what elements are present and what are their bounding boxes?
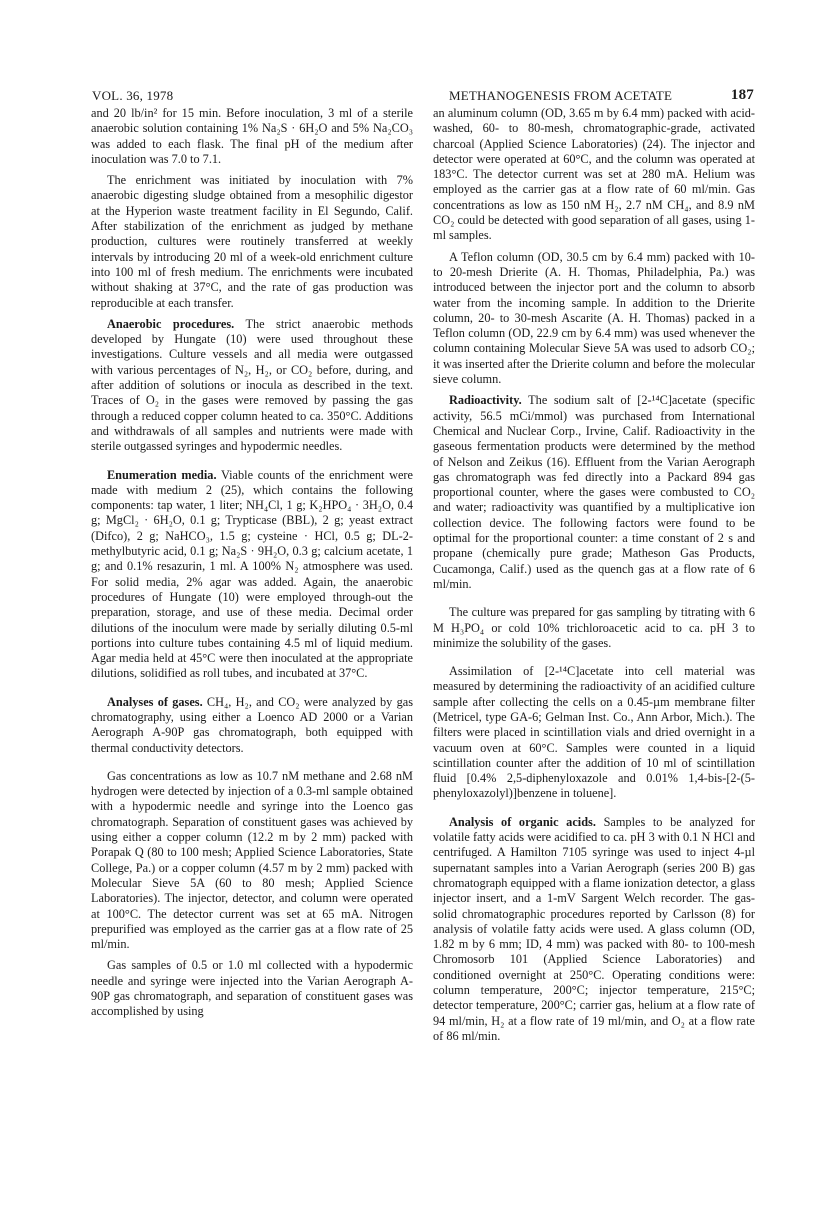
paragraph-enrichment: The enrichment was initiated by inoculation with 7% anaerobic digesting sludge obtained from a mesophilic digestor at the Hyperion waste treatment facility in El Segundo, Calif. After stabilization of the enrichment as judged by methane production, cultures were routinely transferred at weekly intervals by introducing 20 ml of a week-old enrichment culture into 100 ml of fresh medium. The enrichments were incubated without shaking at 37°C, and the rate of gas production was reproducible at each transfer. [91,173,413,310]
page-number: 187 [730,87,754,103]
paragraph-gas-sampling: The culture was prepared for gas sampling by titrating with 6 M H₃PO₄ or cold 10% trichloroacetic acid to ca. pH 3 to minimize the solubility of the gases. [433,605,755,650]
paragraph-varian: Gas samples of 0.5 or 1.0 ml collected with a hypodermic needle and syringe were injected into the Varian Aerograph A-90P gas chromatograph, and separation of constituent gases was accomplished by using [91,958,413,1019]
left-column [91,106,413,1020]
paragraph-body: The sodium salt of [2-¹⁴C]acetate (specific activity, 56.5 mCi/mmol) was purchased from International Chemical and Nuclear Corp., Irvine, Calif. Radioactivity in the gaseous fermentation products were determined by the method of Nelson and Zeikus (16). Effluent from the Varian Aerograph gas chromatograph was fed directly into a Packard 894 gas proportional counter, where the gases were combusted to CO₂ and water; radioactivity was quantified by a multiplicative ion collection device. The following factors were found to be optimal for the proportional counter: a time constant of 2 s and propane (chemically pure grade; Matheson Gas Products, Cucamonga, Calif.) used as the quench gas at a flow rate of 6 ml/min. [433,393,755,591]
paragraph-body: CH₄, H₂, and CO₂ were analyzed by gas chromatography, using either a Loenco AD 2000 or a Varian Aerograph A-90P gas chromatograph, both equipped with thermal conductivity detectors. [91,694,413,755]
paragraph-teflon-column: A Teflon column (OD, 30.5 cm by 6.4 mm) packed with 10- to 20-mesh Drierite (A. H. Thomas, Philadelphia, Pa.) was introduced between the injector port and the column to absorb water from the incoming sample. In addition to the Drierite column, 20- to 30-mesh Ascarite (A. H. Thomas) packed in a Teflon column (OD, 22.9 cm by 6.4 mm) was used whenever the column containing Molecular Sieve 5A was used to adsorb CO₂; it was inserted after the Drierite column and before the molecular sieve column. [433,249,755,387]
paragraph-radioactivity [433,393,755,592]
paragraph-analyses-of-gases [91,695,413,756]
right-column [433,106,755,1044]
section-heading-organic-acids: Analysis of organic acids. [448,814,596,829]
section-heading-radioactivity: Radioactivity. [448,393,522,408]
paragraph-body: Samples to be analyzed for volatile fatty acids were acidified to ca. pH 3 with 0.1 N HCl and centrifuged. A Hamilton 7105 syringe was used to inject 4-µl supernatant samples into a Varian Aerograph (series 200 B) gas chromatograph equipped with a flame ionization detector, a glass injector insert, and a 1-mV Sargent Welch recorder. The gas-solid chromatographic procedures reported by Carlsson (8) for analysis of volatile fatty acids were used. A glass column (OD, 1.82 m by 6 mm; ID, 4 mm) was packed with 80- to 100-mesh Chromosorb 101 (Applied Science Laboratories) and conditioned overnight at 250°C. Operating conditions were: column temperature, 200°C; injector temperature, 215°C; detector temperature, 200°C; carrier gas, helium at a flow rate of 94 ml/min, H₂ at a flow rate of 19 ml/min, and O₂ at a flow rate of 86 ml/min. [433,814,755,1043]
paragraph-body: Viable counts of the enrichment were made with medium 2 (25), which contains the following components: tap water, 1 liter; NH₄Cl, 1 g; K₂HPO₄ · 3H₂O, 0.4 g; MgCl₂ · 6H₂O, 0.1 g; Trypticase (BBL), 2 g; yeast extract (Difco), 2 g; NaHCO₃, 1.5 g; cysteine · HCl, 0.5 g; DL-2-methylbutyric acid, 0.1 g; Na₂S · 9H₂O, 0.3 g; calcium acetate, 1 g; and 0.1% resazurin, 1 ml. A 100% N₂ atmosphere was used. For solid media, 2% agar was added. Again, the anaerobic procedures of Hungate (10) were employed through-out the preparation, storage, and use of these media. Decimal order dilutions of the inoculum were made by serially diluting 0.5-ml portions into culture tubes containing 4.5 ml of liquid medium. Agar media held at 45°C were then inoculated at the appropriate dilutions, solidified as roll tubes, and incubated at 37°C. [91,467,413,681]
paragraph-anaerobic-procedures [91,317,413,455]
section-heading-gases: Analyses of gases. [106,694,203,709]
paragraph-sterilization: and 20 lb/in² for 15 min. Before inoculation, 3 ml of a sterile anaerobic solution containing 1% Na₂S · 6H₂O and 5% Na₂CO₃ was added to each flask. The final pH of the medium after inoculation was 7.0 to 7.1. [91,106,413,166]
journal-volume: VOL. 36, 1978 [92,88,174,103]
paragraph-organic-acids [433,815,755,1044]
running-header [92,88,754,106]
paragraph-aluminum-column: an aluminum column (OD, 3.65 m by 6.4 mm) packed with acid-washed, 60- to 80-mesh, chromatographic-grade, activated charcoal (Applied Science Laboratories) (24). The injector and detector were operated at 60°C, and the column was operated at 183°C. The detector current was set at 280 mA. Helium was employed as the carrier gas at a flow rate of 60 ml/min. Gas concentrations as low as 150 nM H₂, 2.7 nM CH₄, and 8.9 nM CO₂ could be detected with good separation of all gases, using 1-ml samples. [433,106,755,243]
paragraph-assimilation: Assimilation of [2-¹⁴C]acetate into cell material was measured by determining the radioactivity of an acidified culture sample after collecting the cells on a 0.45-µm membrane filter (Metricel, type GA-6; Gelman Inst. Co., Ann Arbor, Mich.). The filters were placed in scintillation vials and dried overnight in a vacuum oven at 60°C. Samples were counted in a liquid scintillation counter after the addition of 10 ml of scintillation fluid [0.4% 2,5-diphenyloxazole and 0.01% 1,4-bis-[2-(5-phenyloxazolyl)]benzene in toluene]. [433,664,755,801]
paragraph-enumeration-media [91,468,413,682]
running-title: METHANOGENESIS FROM ACETATE [449,88,673,103]
paragraph-loenco: Gas concentrations as low as 10.7 nM methane and 2.68 nM hydrogen were detected by injection of a 0.3-ml sample obtained with a hypodermic needle and syringe into the Loenco gas chromatograph. Separation of constituent gases was achieved by using either a copper column (12.2 m by 2 mm) packed with Porapak Q (80 to 100 mesh; Applied Science Laboratories, State College, Pa.) or a copper column (4.57 m by 2 mm) packed with Molecular Sieve 5A (60 to 80 mesh; Applied Science Laboratories). The injector, detector, and column were operated at 100°C. The detector current was set at 65 mA. Nitrogen prepurified was employed as the carrier gas at a flow rate of 25 ml/min. [91,768,413,952]
paragraph-body: The strict anaerobic methods developed by Hungate (10) were used throughout these investigations. Culture vessels and all media were outgassed with various percentages of N₂, H₂, or CO₂ before, during, and after addition of solutions or inocula as described in the text. Traces of O₂ in the gases were removed by passing the gas through a reduced copper column heated to ca. 350°C. Additions and withdrawals of all samples and nutrients were made with sterile outgassed syringes and hypodermic needles. [91,316,413,454]
section-heading-enumeration: Enumeration media. [106,467,217,482]
section-heading-anaerobic: Anaerobic procedures. [106,316,235,331]
